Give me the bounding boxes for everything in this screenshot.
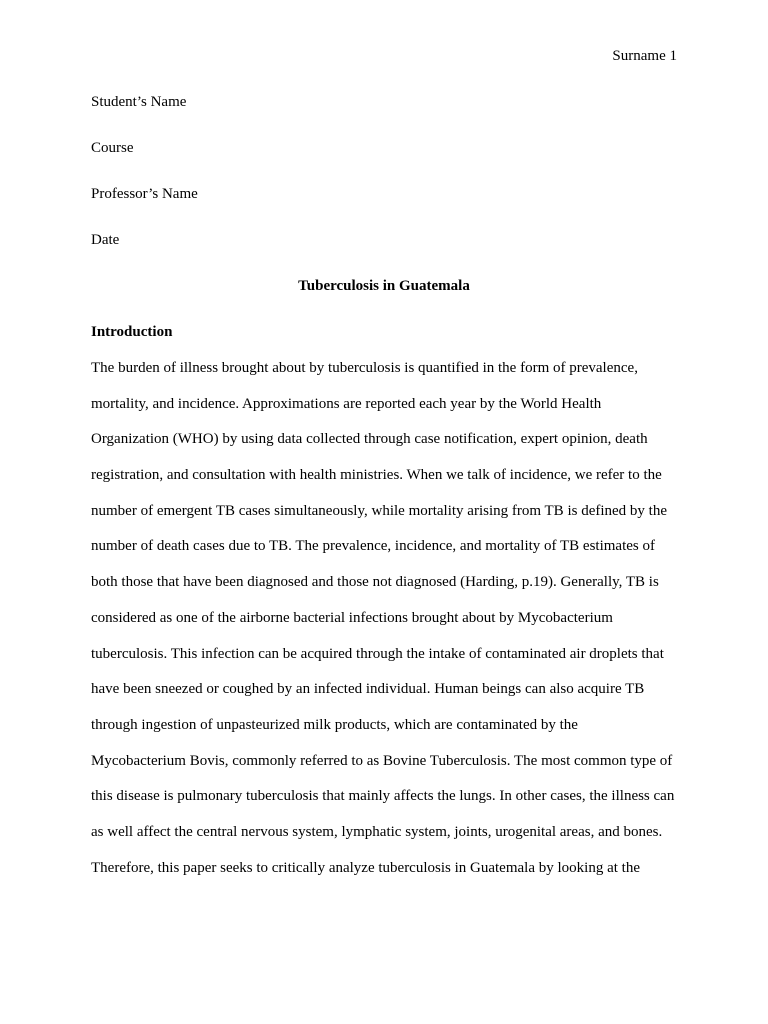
- paragraph-line: registration, and consultation with health ministries. When we talk of incidence, we refer to the: [91, 467, 662, 484]
- paragraph-line: mortality, and incidence. Approximations are reported each year by the World Health: [91, 395, 602, 412]
- paragraph-line: number of death cases due to TB. The prevalence, incidence, and mortality of TB estimates of: [91, 538, 655, 555]
- course-name: Course: [91, 140, 134, 156]
- paragraph-line: tuberculosis. This infection can be acquired through the intake of contaminated air droplets that: [91, 645, 664, 662]
- date-line: Date: [91, 232, 120, 248]
- paragraph-line: number of emergent TB cases simultaneously, while mortality arising from TB is defined by the: [91, 502, 667, 519]
- paragraph-line: Mycobacterium Bovis, commonly referred to as Bovine Tuberculosis. The most common type of: [91, 752, 673, 769]
- section-heading-introduction: Introduction: [91, 324, 173, 340]
- student-name: Student’s Name: [91, 94, 187, 110]
- paper-title: Tuberculosis in Guatemala: [298, 278, 470, 294]
- paragraph-line: considered as one of the airborne bacterial infections brought about by Mycobacterium: [91, 609, 613, 626]
- paragraph-line: The burden of illness brought about by tuberculosis is quantified in the form of prevalence,: [91, 360, 638, 376]
- paragraph-line: both those that have been diagnosed and those not diagnosed (Harding, p.19). Generally, TB is: [91, 574, 659, 591]
- mla-heading-block: [91, 93, 677, 277]
- paragraph-line: this disease is pulmonary tuberculosis that mainly affects the lungs. In other cases, the illness can: [91, 788, 675, 805]
- paragraph-line: through ingestion of unpasteurized milk products, which are contaminated by the: [91, 716, 578, 733]
- professor-name: Professor’s Name: [91, 186, 198, 202]
- running-head: Surname 1: [612, 48, 677, 64]
- paragraph-line: as well affect the central nervous system, lymphatic system, joints, urogenital areas, and bones.: [91, 823, 663, 840]
- paragraph-line: have been sneezed or coughed by an infected individual. Human beings can also acquire TB: [91, 681, 645, 698]
- introduction-paragraph: [91, 359, 691, 894]
- paragraph-line: Organization (WHO) by using data collected through case notification, expert opinion, death: [91, 431, 648, 448]
- paragraph-line: Therefore, this paper seeks to critically analyze tuberculosis in Guatemala by looking at the: [91, 859, 640, 876]
